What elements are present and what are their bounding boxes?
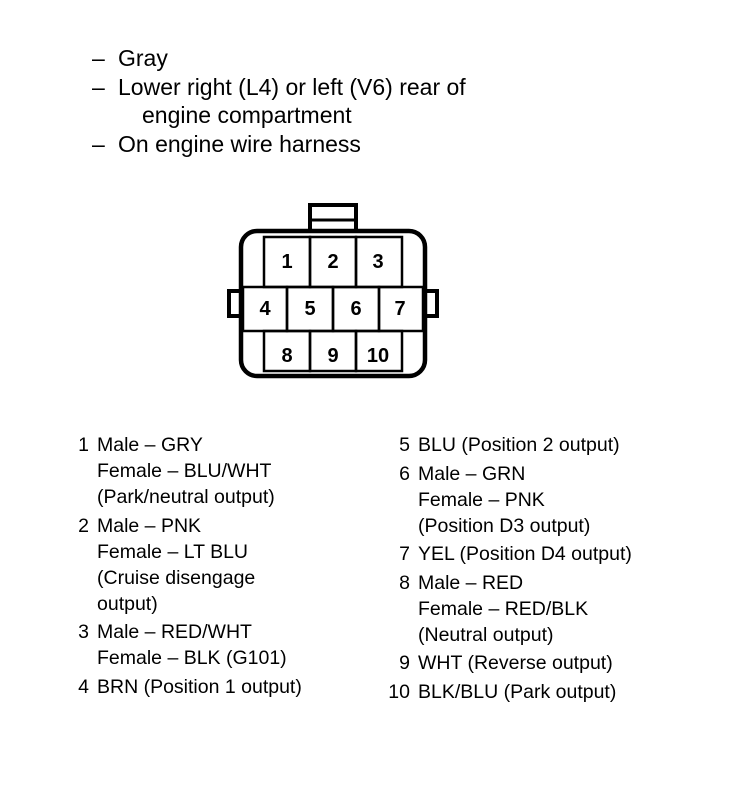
description-line: – Gray <box>92 45 168 71</box>
cavity-label-4: 4 <box>259 298 271 320</box>
description-line: – Lower right (L4) or left (V6) rear of <box>92 73 466 100</box>
pin-line: (Cruise disengage <box>97 566 256 589</box>
pin-number: 6 <box>399 462 410 485</box>
pin-line: Male – GRN <box>418 462 526 485</box>
pin-number: 9 <box>399 652 410 674</box>
pin-number: 5 <box>399 434 410 456</box>
description-line: engine compartment <box>142 102 352 128</box>
pin-entry-1 <box>66 432 302 510</box>
pin-number: 3 <box>78 621 89 643</box>
cavity-label-5: 5 <box>304 298 316 320</box>
pin-line: Male – GRY <box>97 434 203 456</box>
pin-entry-5 <box>382 432 632 458</box>
pin-number: 8 <box>399 571 410 594</box>
pin-entry-4 <box>66 674 302 700</box>
cavity-label-3: 3 <box>372 251 384 273</box>
pin-line: BRN (Position 1 output) <box>97 675 302 698</box>
cavity-label-8: 8 <box>281 345 293 367</box>
pin-line: WHT (Reverse output) <box>418 652 613 674</box>
pin-number: 1 <box>78 434 89 456</box>
pin-number: 2 <box>78 514 89 537</box>
pin-entry-2 <box>66 513 302 617</box>
pin-number: 7 <box>399 543 410 565</box>
pin-entry-7 <box>382 541 632 567</box>
pin-line: Male – RED <box>418 571 524 594</box>
pin-line: Female – BLU/WHT <box>97 460 272 482</box>
pin-line: Male – PNK <box>97 514 202 537</box>
pin-entry-10 <box>382 679 632 705</box>
description-line: – On engine wire harness <box>92 130 361 157</box>
pin-line: (Park/neutral output) <box>97 486 275 508</box>
pin-number: 4 <box>78 675 89 698</box>
pin-line: Female – RED/BLK <box>418 597 589 620</box>
pin-line: Female – LT BLU <box>97 540 249 563</box>
pin-line: YEL (Position D4 output) <box>418 543 632 565</box>
pin-line: (Position D3 output) <box>418 514 591 537</box>
cavity-label-6: 6 <box>350 298 362 320</box>
cavity-label-10: 10 <box>366 345 390 367</box>
pin-line: output) <box>97 592 158 615</box>
cavity-label-9: 9 <box>327 345 339 367</box>
pin-line: (Neutral output) <box>418 623 554 646</box>
pin-entry-8 <box>382 570 632 648</box>
pin-line: Female – PNK <box>418 488 545 511</box>
pinout-right-column <box>382 432 632 707</box>
cavity-label-7: 7 <box>394 298 406 320</box>
pinout-left-column <box>66 432 302 702</box>
pin-entry-3 <box>66 619 302 671</box>
cavity-label-1: 1 <box>281 251 293 273</box>
pin-line: BLK/BLU (Park output) <box>418 680 617 703</box>
pin-entry-6 <box>382 461 632 539</box>
pin-line: Female – BLK (G101) <box>97 647 287 669</box>
pin-number: 10 <box>388 680 410 703</box>
cavity-label-2: 2 <box>327 251 339 273</box>
pin-line: Male – RED/WHT <box>97 621 252 643</box>
pin-line: BLU (Position 2 output) <box>418 434 620 456</box>
pin-entry-9 <box>382 650 632 676</box>
